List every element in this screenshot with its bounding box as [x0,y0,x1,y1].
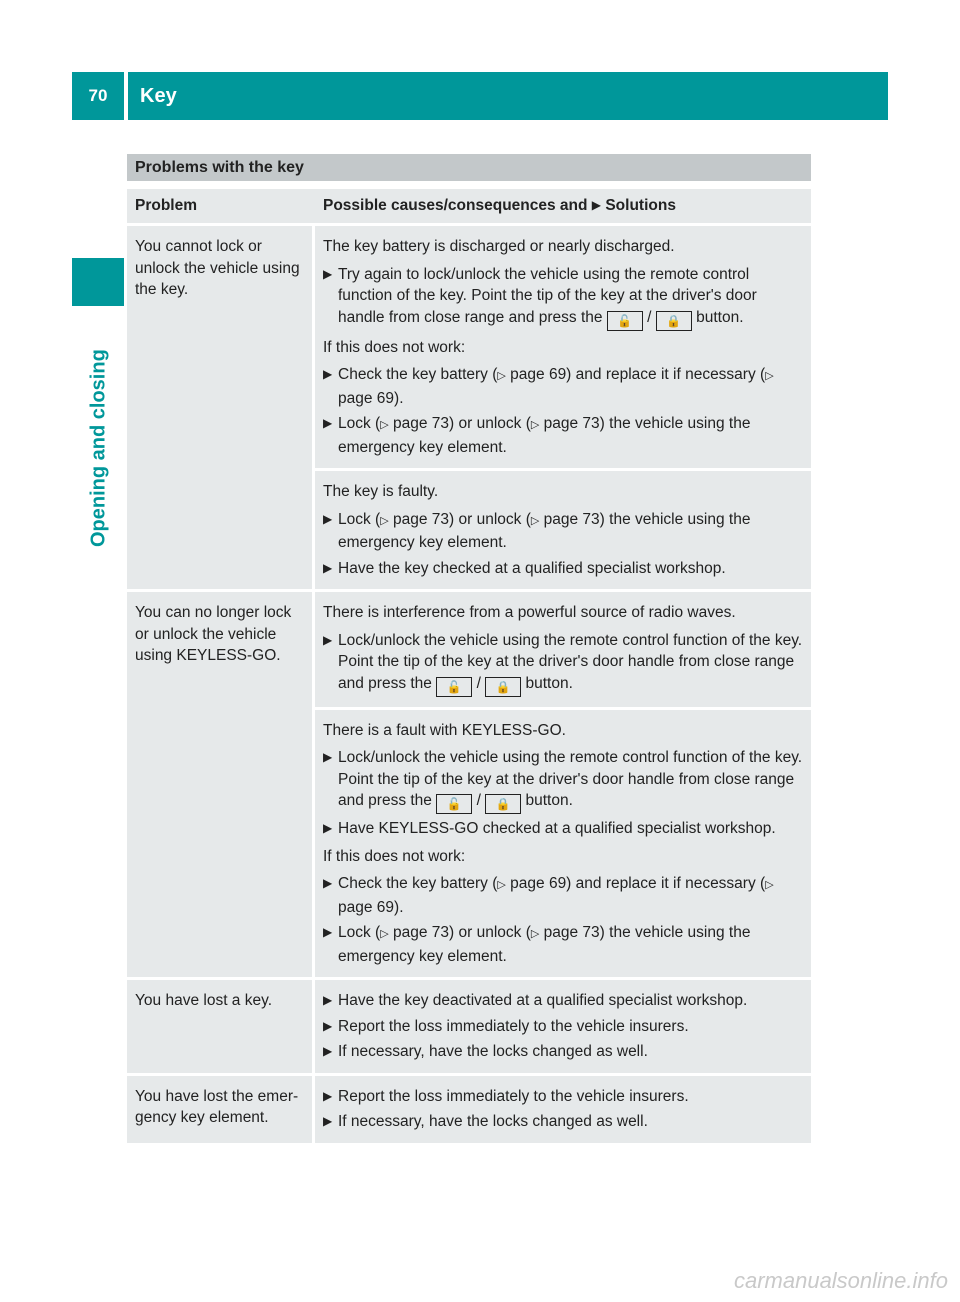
problem-cell: You have lost a key. [127,980,312,1073]
step-arrow-icon: ▶ [323,750,333,764]
note-text: If this does not work: [323,847,466,865]
slash-separator: / [647,308,652,326]
table-row [127,592,811,977]
solutions-cell [315,592,811,977]
step-text: Have KEYLESS-GO checked at a qualified specialist workshop. [338,820,776,837]
step-text: Lock ( [338,415,381,432]
step-text: Lock/unlock the vehicle using the remote control function of the key. Point the tip of the key at the driver's door handle from close range and press the [338,631,803,692]
step-arrow-icon: ▶ [323,560,333,575]
solution-step [323,747,805,814]
solution-step [323,1016,805,1038]
slash-separator: / [476,674,481,692]
step-text: Check the key battery ( [338,875,498,892]
step-text: Check the key battery ( [338,366,498,383]
step-arrow-icon: ▶ [323,367,333,381]
page-header-title: Key [128,72,888,120]
unlock-button-icon: 🔓 [436,677,472,697]
unlock-button-icon: 🔓 [607,311,643,331]
step-arrow-icon: ▶ [323,1018,333,1033]
solution-step [323,509,805,554]
page-ref-icon: ▷ [380,928,389,940]
step-text: Lock ( [338,924,381,941]
page-ref-icon: ▷ [380,419,389,431]
cause-text: The key battery is discharged or nearly discharged. [323,238,675,255]
cause-text: There is a fault with KEYLESS-GO. [323,721,566,739]
solution-step [323,558,805,580]
step-text: page 69). [338,389,404,407]
page-ref-icon: ▷ [530,419,540,431]
cause-block [315,226,811,468]
step-text: button. [525,674,573,692]
step-arrow-icon: ▶ [323,511,333,526]
step-text: If necessary, have the locks changed as well. [338,1113,648,1130]
lock-button-icon: 🔒 [485,794,521,814]
chapter-tab: Opening and closing [87,349,110,547]
step-text: Have the key deactivated at a qualified specialist workshop. [338,992,748,1009]
step-text: page 73) or unlock ( [393,924,531,941]
solutions-cell [315,226,811,589]
step-text: page 69) and replace it if necessary ( [510,875,766,892]
solution-step [323,630,805,697]
step-text: page 69). [338,898,404,916]
page-ref-icon: ▷ [530,514,540,527]
solution-step [323,413,805,458]
cause-block [315,468,811,589]
problems-table [127,189,811,1146]
header-causes-label: Possible causes/consequences and [323,197,588,215]
solution-step [323,364,805,409]
page-ref-icon: ▷ [380,514,389,527]
page-ref-icon: ▷ [497,370,506,382]
cause-text: The key is faulty. [323,483,439,500]
page-ref-icon: ▷ [497,879,506,891]
step-text: page 69) and replace it if necessary ( [510,366,766,383]
page-ref-icon: ▷ [530,928,540,940]
step-text: Report the loss immediately to the vehicle insurers. [338,1017,689,1035]
step-text: page 73) the vehicle using the emergency key element. [338,510,751,551]
step-text: Try again to lock/unlock the vehicle using the remote control function of the key. Point the tip of the key at the driver's door handle from close range and press the [338,265,757,326]
solutions-cell [315,980,811,1073]
step-arrow-icon: ▶ [323,925,333,939]
watermark: carmanualsonline.info [733,1268,948,1293]
step-arrow-icon: ▶ [591,198,602,213]
cause-block [315,980,811,1073]
page-ref-icon: ▷ [765,879,774,891]
step-text: Lock ( [338,510,381,528]
solution-step [323,873,805,918]
step-arrow-icon: ▶ [323,1088,333,1103]
step-arrow-icon: ▶ [323,821,333,835]
solutions-cell [315,1076,811,1143]
cause-block [315,592,811,707]
solution-step [323,922,805,967]
table-header-row [127,189,811,223]
step-text: page 73) the vehicle using the emergency key element. [338,924,751,965]
unlock-button-icon: 🔓 [436,794,472,814]
problem-cell: You have lost the emer-gency key element. [127,1076,312,1143]
lock-button-icon: 🔒 [656,311,692,331]
table-row [127,1076,811,1143]
table-row [127,980,811,1073]
lock-button-icon: 🔒 [485,677,521,697]
step-arrow-icon: ▶ [323,1044,333,1058]
cause-text: There is interference from a powerful source of radio waves. [323,604,736,621]
cause-block [315,1076,811,1143]
page-number: 70 [72,72,124,120]
step-text: page 73) or unlock ( [393,415,531,432]
step-arrow-icon: ▶ [323,266,333,281]
solution-step [323,990,805,1012]
solution-step [323,1111,805,1133]
step-text: page 73) the vehicle using the emergency key element. [338,415,751,456]
problem-cell: You cannot lock or unlock the vehicle using the key. [127,226,312,589]
header-problem: Problem [127,189,312,223]
solution-step [323,1086,805,1108]
step-text: Have the key checked at a qualified specialist workshop. [338,559,726,577]
solution-step [323,818,805,840]
page-ref-icon: ▷ [765,370,774,382]
step-text: button. [525,792,573,809]
solution-step [323,264,805,331]
step-arrow-icon: ▶ [323,416,333,430]
table-row [127,226,811,589]
note-text: If this does not work: [323,338,466,356]
step-text: Lock/unlock the vehicle using the remote control function of the key. Point the tip of the key at the driver's door handle from close range and press the [338,749,803,809]
step-arrow-icon: ▶ [323,876,333,890]
chapter-marker [72,258,124,306]
step-text: If necessary, have the locks changed as well. [338,1043,648,1060]
problem-cell: You can no longer lock or unlock the vehicle using KEYLESS-GO. [127,592,312,977]
header-solutions [315,189,811,223]
section-title: Problems with the key [127,154,811,181]
step-arrow-icon: ▶ [323,632,333,647]
step-arrow-icon: ▶ [323,993,333,1007]
cause-block [315,707,811,978]
slash-separator: / [476,792,481,809]
solution-step [323,1041,805,1063]
header-solutions-label: Solutions [605,197,676,215]
step-text: button. [696,308,744,326]
step-text: Report the loss immediately to the vehicle insurers. [338,1087,689,1105]
step-text: page 73) or unlock ( [393,510,531,528]
step-arrow-icon: ▶ [323,1114,333,1128]
